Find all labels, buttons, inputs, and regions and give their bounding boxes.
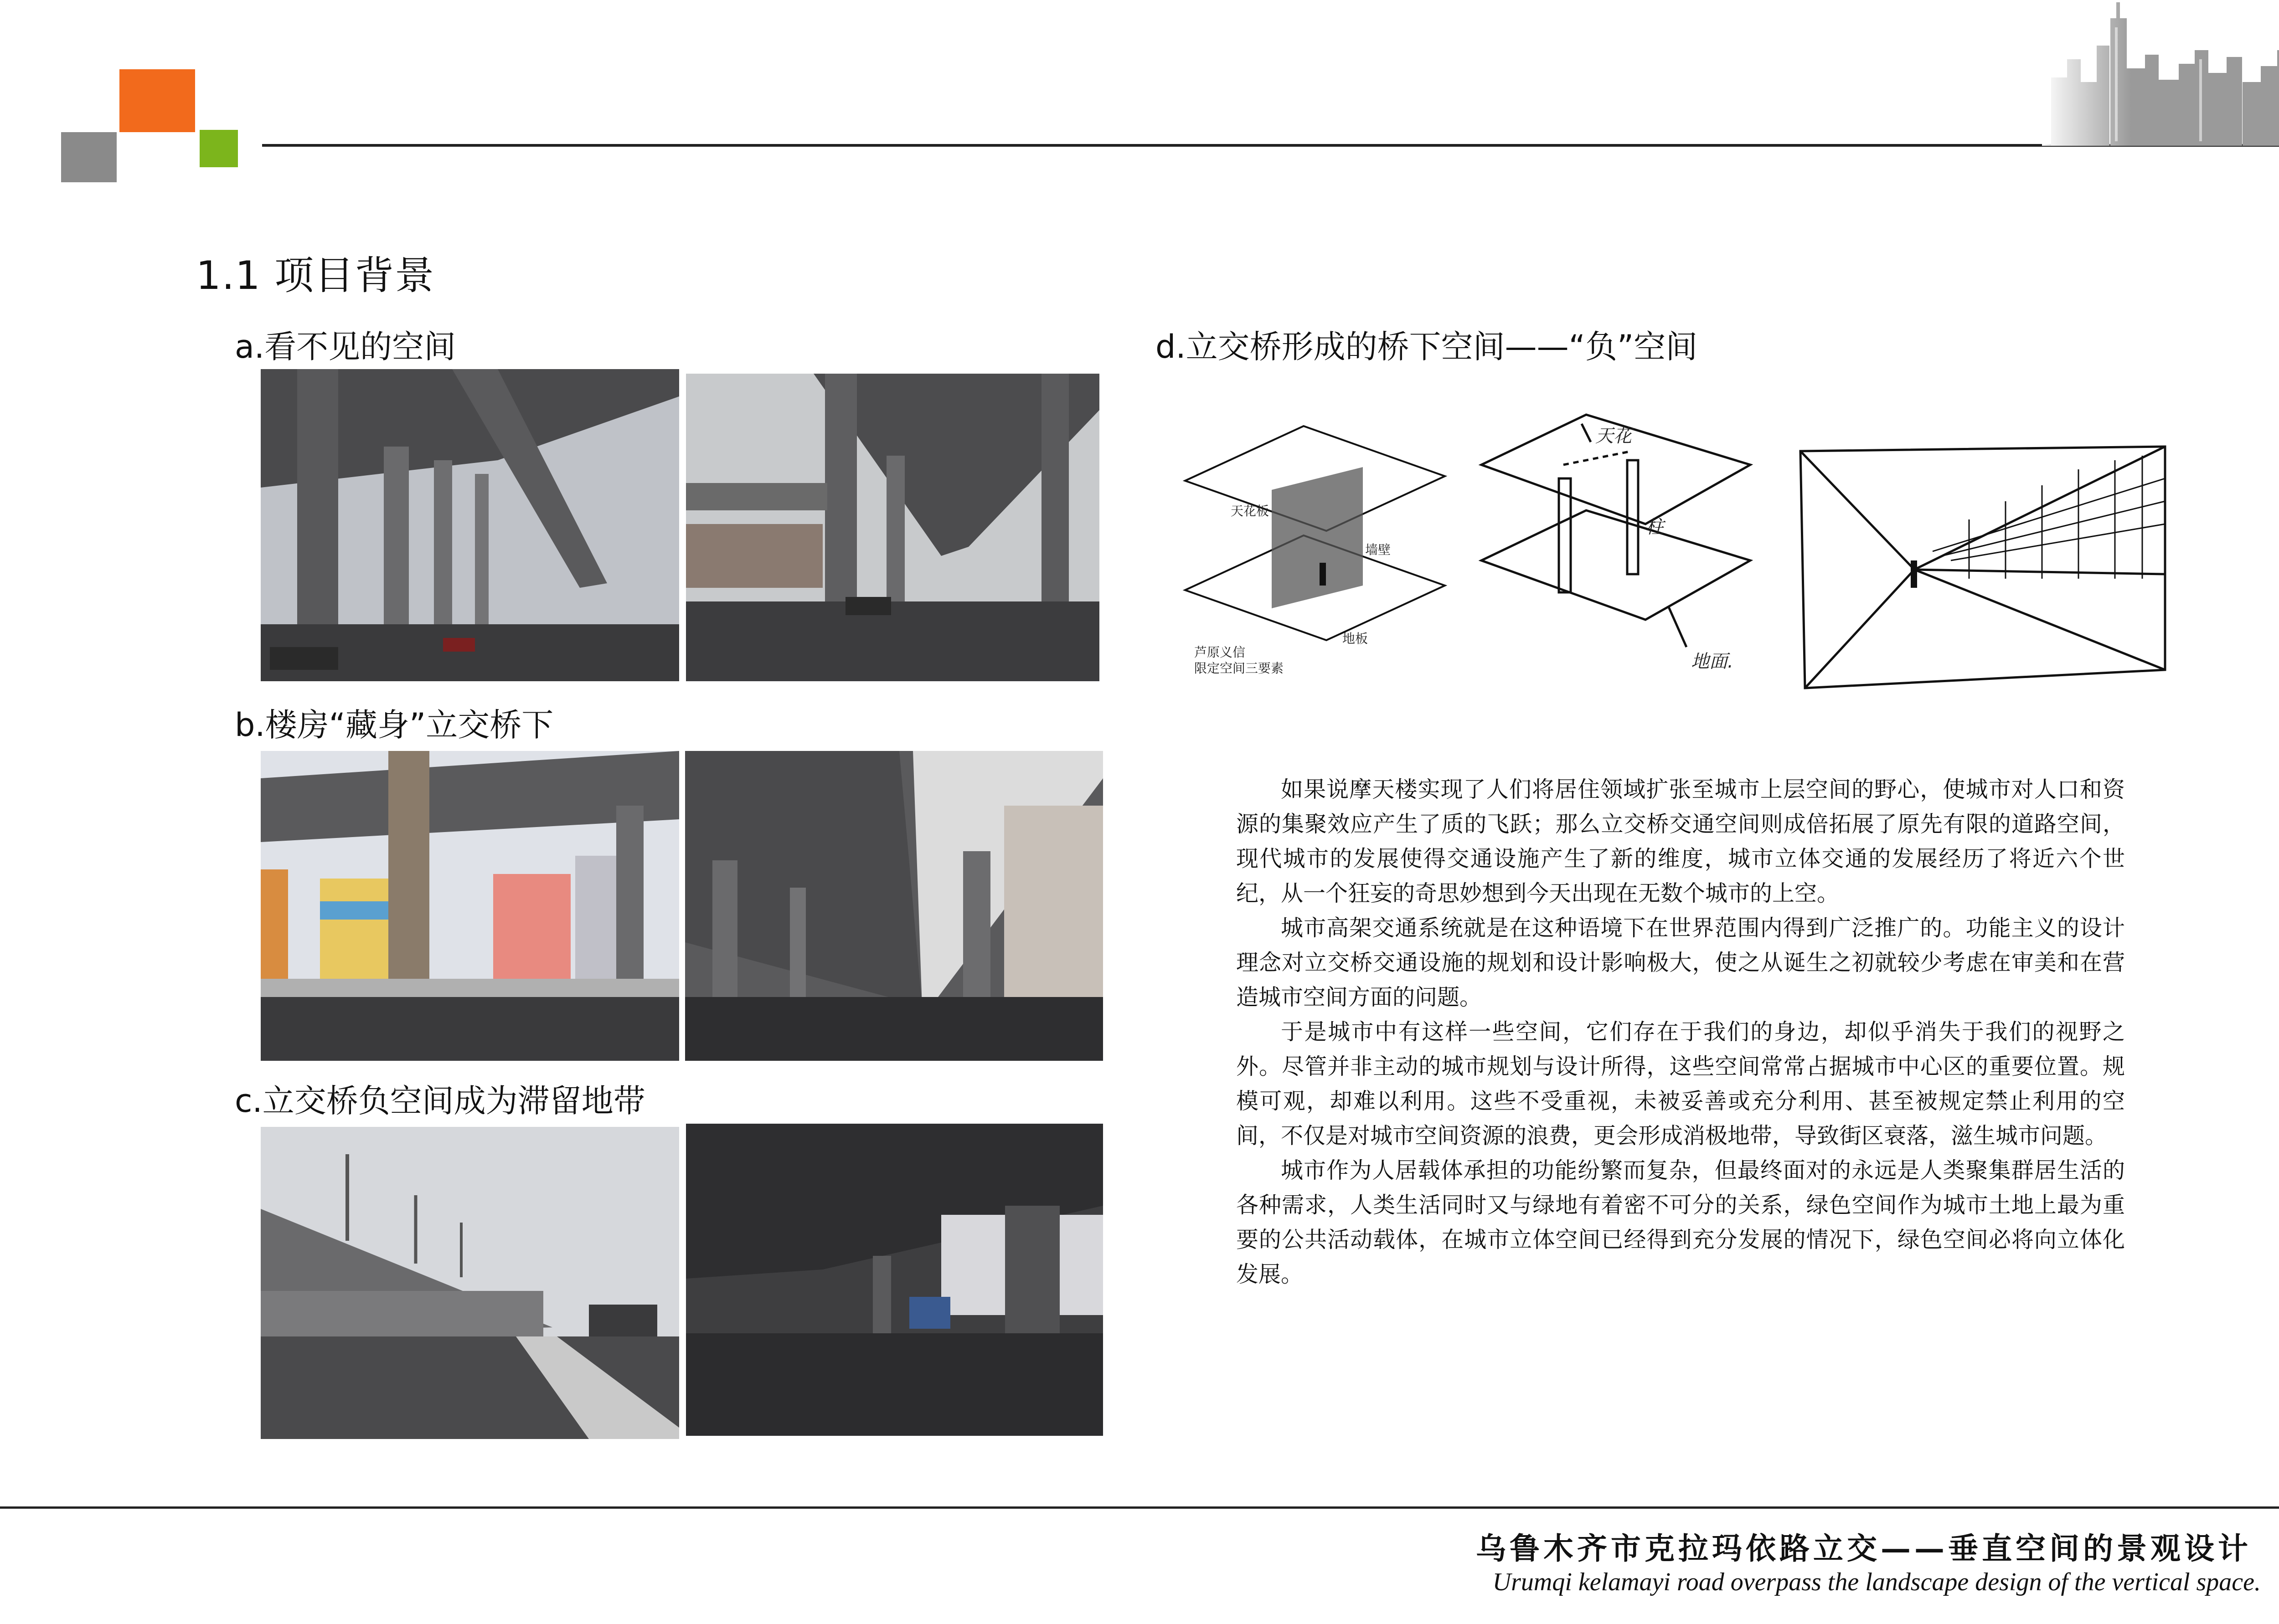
sketch-hand-pillar: 柱 <box>1645 517 1664 538</box>
logo-gray-square <box>61 132 117 182</box>
city-skyline-icon <box>2042 0 2279 146</box>
sketch-label-ceiling: 天花板 <box>1231 504 1269 519</box>
photo-a1-overpass <box>261 369 679 681</box>
subheading-b: b.楼房“藏身”立交桥下 <box>235 706 554 744</box>
footer-rule <box>0 1506 2279 1509</box>
sketch-hand-ceiling: 天花 <box>1595 426 1632 447</box>
subheading-a: a.看不见的空间 <box>235 328 456 365</box>
logo-orange-square <box>119 69 195 132</box>
photo-c1-overpass <box>261 1127 679 1439</box>
body-paragraph-1: 如果说摩天楼实现了人们将居住领域扩张至城市上层空间的野心，使城市对人口和资源的集聚效应产生了质的飞跃；那么立交桥交通空间则成倍拓展了原先有限的道路空间，现代城市的发展使得交通设施产生了新的维度，城市立体交通的发展经历了将近六个世纪，从一个狂妄的奇思妙想到今天出现在无数个城市的上空。 <box>1236 776 2125 906</box>
subheading-d: d.立交桥形成的桥下空间——“负”空间 <box>1155 328 1698 365</box>
logo-green-square <box>200 130 238 167</box>
header-rule <box>262 144 2279 147</box>
subheading-c: c.立交桥负空间成为滞留地带 <box>235 1082 645 1120</box>
footer-title-en: Urumqi kelamayi road overpass the landscape design of the vertical space. <box>1492 1568 2261 1596</box>
body-text <box>1236 772 2125 1292</box>
sketch-label-floor: 地板 <box>1342 631 1368 646</box>
photo-c2-overpass <box>686 1124 1103 1436</box>
sketch-overpass-perspective <box>1796 442 2170 697</box>
sketch-caption-title: 限定空间三要素 <box>1194 661 1284 676</box>
photo-a2-overpass <box>686 374 1099 681</box>
sketch-hand-ground: 地面. <box>1691 651 1733 672</box>
sketch-three-elements <box>1181 412 1454 679</box>
body-paragraph-3: 于是城市中有这样一些空间，它们存在于我们的身边，却似乎消失于我们的视野之外。尽管并非主动的城市规划与设计所得，这些空间常常占据城市中心区的重要位置。规模可观，却难以利用。这些不受重视，未被妥善或充分利用、甚至被规定禁止利用的空间，不仅是对城市空间资源的浪费，更会形成消极地带，导致街区衰落，滋生城市问题。 <box>1236 1019 2125 1149</box>
footer-title-cn: 乌鲁木齐市克拉玛依路立交——垂直空间的景观设计 <box>1476 1531 2252 1566</box>
page-title: 1.1 项目背景 <box>196 253 435 298</box>
body-paragraph-4: 城市作为人居载体承担的功能纷繁而复杂，但最终面对的永远是人类聚集群居生活的各种需求，人类生活同时又与绿地有着密不可分的关系，绿色空间作为城市土地上最为重要的公共活动载体，在城市立体空间已经得到充分发展的情况下，绿色空间必将向立体化发展。 <box>1236 1157 2125 1287</box>
photo-b1-overpass <box>261 751 679 1061</box>
sketch-caption-author: 芦原义信 <box>1194 645 1246 660</box>
photo-b2-overpass <box>685 751 1103 1061</box>
sketch-label-wall: 墙壁 <box>1365 542 1391 557</box>
body-paragraph-2: 城市高架交通系统就是在这种语境下在世界范围内得到广泛推广的。功能主义的设计理念对立交桥交通设施的规划和设计影响极大，使之从诞生之初就较少考虑在审美和在营造城市空间方面的问题。 <box>1236 915 2125 1010</box>
